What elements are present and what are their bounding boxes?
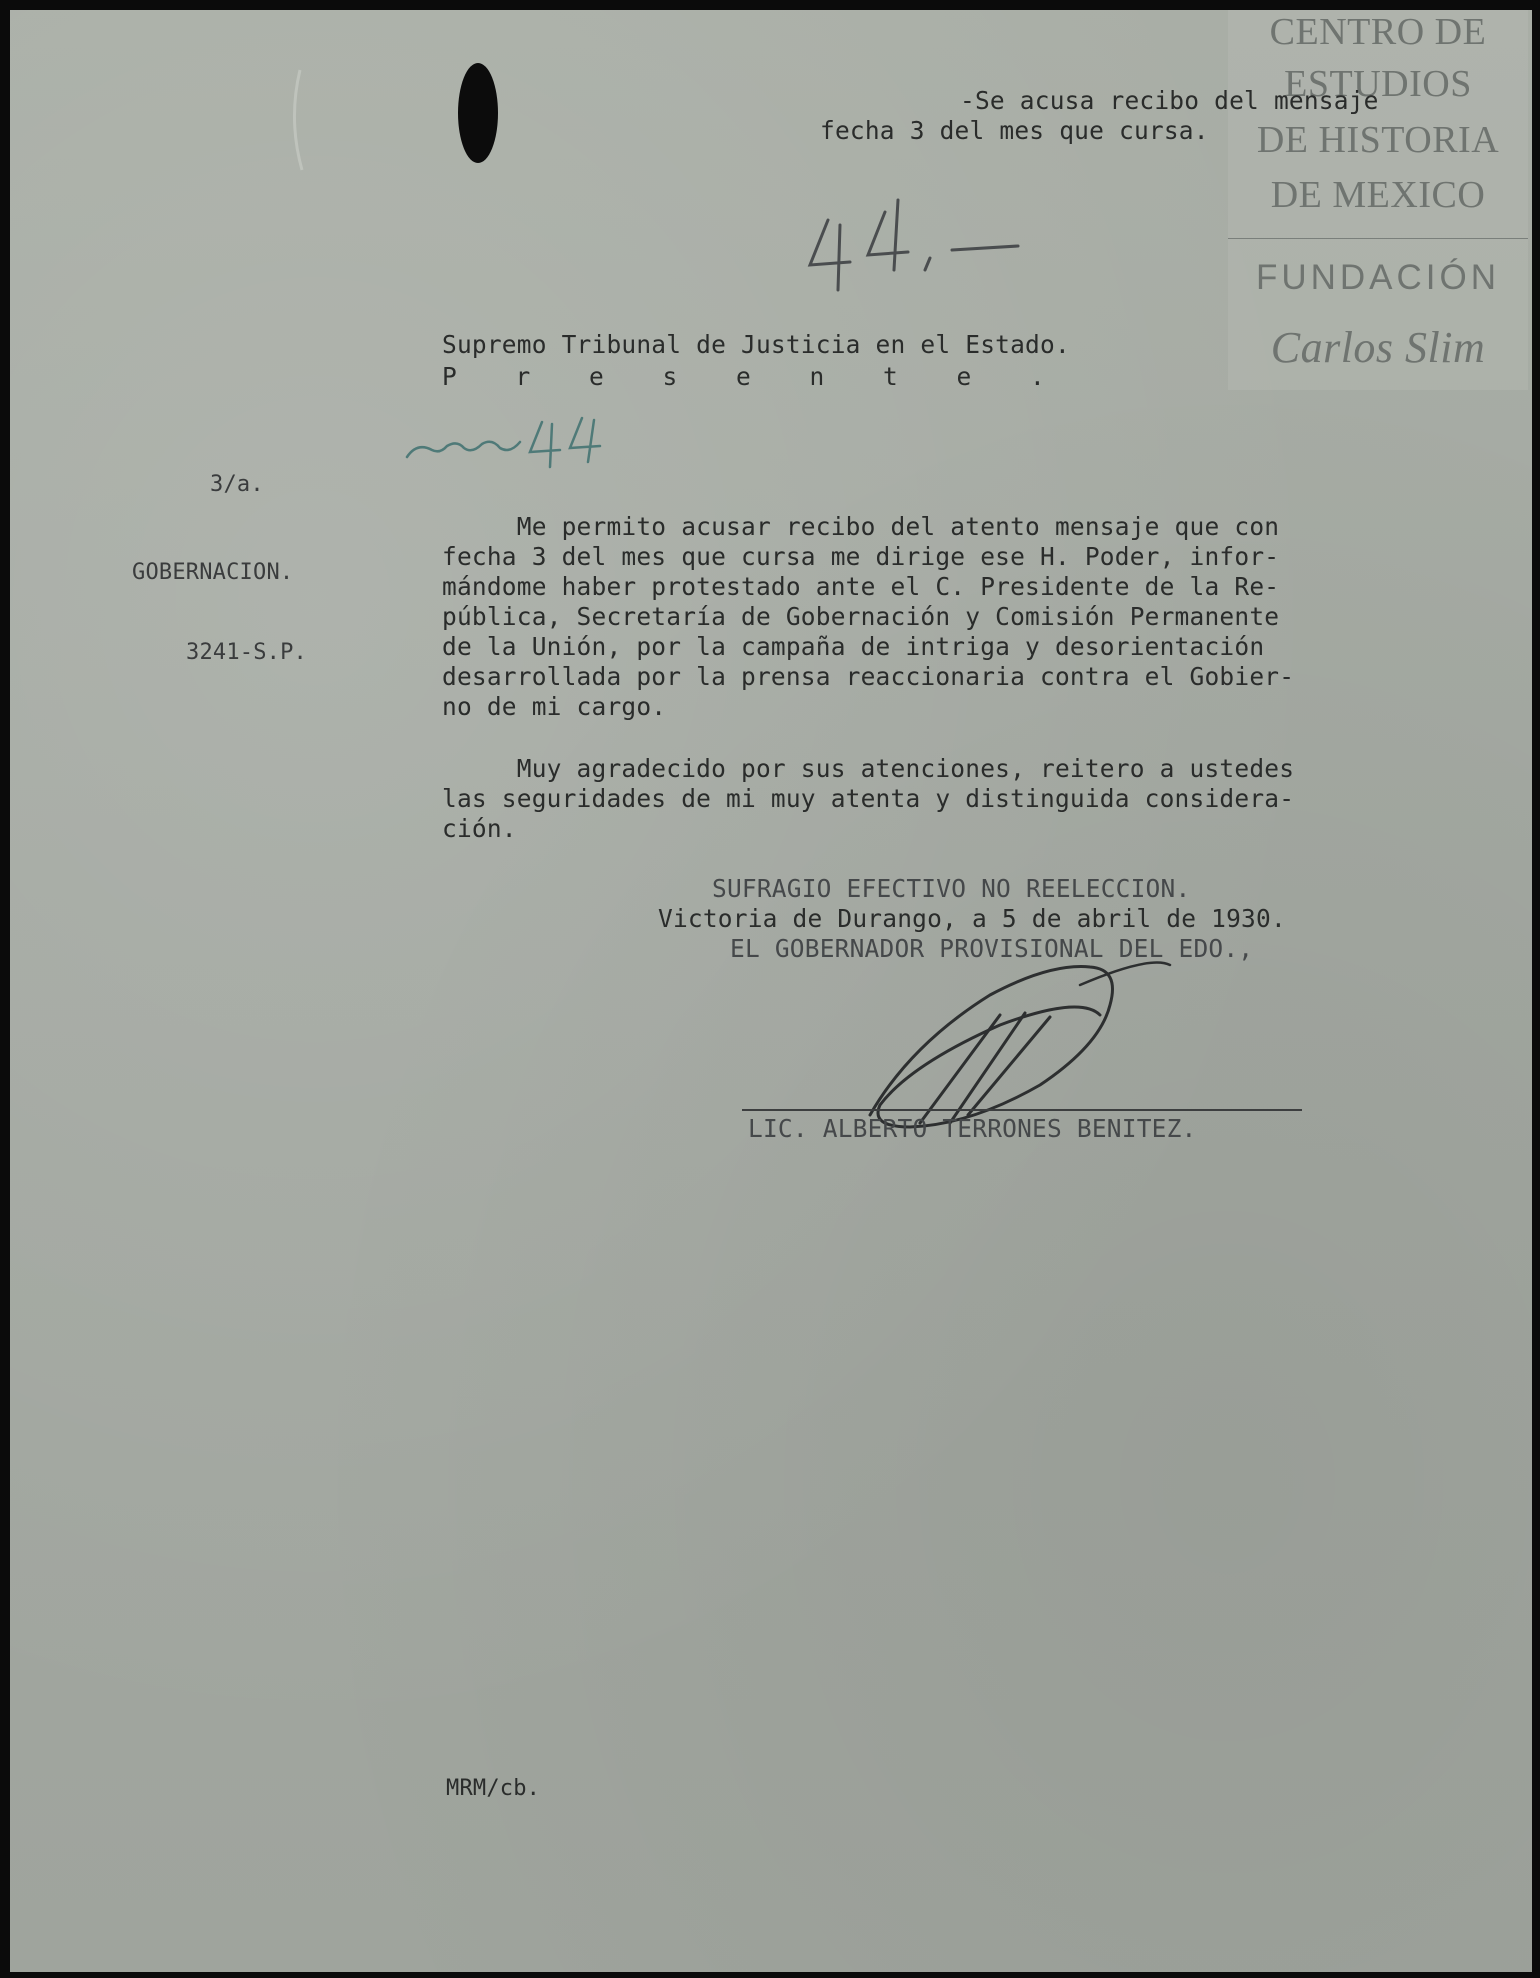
handwritten-number [800,190,1050,305]
body-p1-line: pública, Secretaría de Gobernación y Comisión Permanente [442,602,1280,631]
ack-line-2: fecha 3 del mes que cursa. [820,116,1209,145]
body-p2-line: Muy agradecido por sus atenciones, reitero a ustedes [442,754,1295,783]
watermark-divider [1228,238,1528,239]
watermark-line-4: DE MEXICO [1270,174,1486,216]
watermark-line-3: DE HISTORIA [1256,119,1500,161]
body-p1-line: fecha 3 del mes que cursa me dirige ese H. Poder, infor- [442,542,1280,571]
body-p1-line: de la Unión, por la campaña de intriga y desorientación [442,632,1265,661]
body-paragraph-1 [442,512,1294,722]
document-page [10,10,1532,1972]
margin-ref-1: 3/a. [210,472,264,497]
watermark-line-6: Carlos Slim [1270,323,1486,372]
addressee-line-2: P r e s e n t e . [442,362,1067,391]
typist-initials: MRM/cb. [446,1776,541,1801]
punch-hole-mark [448,58,508,178]
archive-watermark [1228,10,1528,390]
closing-signer: LIC. ALBERTO TERRONES BENITEZ. [748,1114,1197,1143]
closing-place-date: Victoria de Durango, a 5 de abril de 1930. [658,904,1286,933]
watermark-line-5: FUNDACIÓN [1255,258,1501,297]
body-p1-line: mándome haber protestado ante el C. Presidente de la Re- [442,572,1280,601]
ack-line-1: -Se acusa recibo del mensaje [960,86,1379,115]
staple-shadow-mark [280,60,340,180]
handwritten-note [402,412,632,477]
body-p1-line: desarrollada por la prensa reaccionaria contra el Gobier- [442,662,1295,691]
body-p2-line: las seguridades de mi muy atenta y distinguida considera- [442,784,1295,813]
closing-title: EL GOBERNADOR PROVISIONAL DEL EDO., [730,934,1254,963]
addressee-line-1: Supremo Tribunal de Justicia en el Estado. [442,330,1070,359]
margin-ref-3: 3241-S.P. [186,640,308,665]
body-p2-line: ción. [442,814,517,843]
handwritten-note-drawing [402,412,632,472]
body-p1-line: no de mi cargo. [442,692,667,721]
watermark-line-1: CENTRO DE [1269,11,1487,53]
watermark-line-2: ESTUDIOS [1284,63,1472,105]
closing-motto: SUFRAGIO EFECTIVO NO REELECCION. [712,874,1191,903]
handwritten-number-drawing [800,190,1050,300]
body-paragraph-2 [442,754,1294,844]
margin-ref-2: GOBERNACION. [132,560,294,585]
signature-line [742,1109,1302,1111]
body-p1-line: Me permito acusar recibo del atento mensaje que con [442,512,1280,541]
